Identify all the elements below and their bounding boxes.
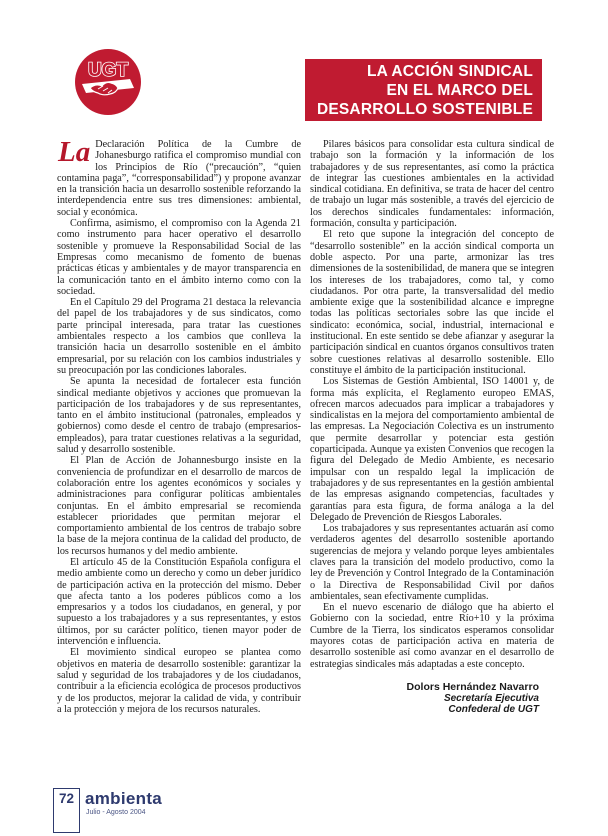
column-left bbox=[57, 136, 301, 715]
article-body bbox=[57, 136, 554, 716]
handshake-icon bbox=[74, 48, 142, 116]
paragraph: Los Sistemas de Gestión Ambiental, ISO 14001 y, de forma más explícita, el Reglamento europeo EMAS, ofrecen marcos adecuados para implicar a trabajadores y sindicalistas en la mejora del comportamiento ambiental de las empresas. La Negociación Colectiva es un instrumento que permite desarrollar y potenciar esta gestión coparticipada. Aunque ya existen Convenios que recogen la figura del Delegado de Medio Ambiente, es necesario impulsar con un respaldo legal la implicación de trabajadores y de sus representantes en la gestión ambiental de las empresas asignando competencias, facultades y garantías para esta figura, de forma análoga a la del Delegado de Prevención de Riesgos Laborales. bbox=[310, 376, 554, 523]
paragraph: Se apunta la necesidad de fortalecer esta función sindical mediante objetivos y acciones que promuevan la participación de los trabajadores y de sus representantes, tanto en el ámbito institucional (patronales, empleados y gobiernos) como desde el centro de trabajo (empresarios-empleados), para tratar cuestiones relativas a la seguridad, salud y desarrollo sostenible. bbox=[57, 376, 301, 456]
title-line-2: EN EL MARCO DEL bbox=[386, 82, 533, 99]
signature-block bbox=[310, 682, 554, 716]
column-right bbox=[310, 139, 554, 715]
paragraph: En el Capítulo 29 del Programa 21 destaca la relevancia del papel de los trabajadores y de sus sindicatos, como parte principal interesada, para tratar las cuestiones ambientales respecto a los cambios que conlleva la transición hacia un desarrollo sostenible en el ámbito empresarial, por su relación con los cambios industriales y su preocupación por las condiciones laborales. bbox=[57, 297, 301, 376]
paragraph: Confirma, asimismo, el compromiso con la Agenda 21 como instrumento para hacer operativo el desarrollo sostenible y promueve la Responsabilidad Social de las Empresas como mecanismo de fomento de buenas prácticas éticas y ambientales y de mayor transparencia en la comunicación tanto en el ámbito interno como con la sociedad. bbox=[57, 218, 301, 297]
ugt-logo bbox=[74, 48, 142, 116]
paragraph: El artículo 45 de la Constitución Española configura el medio ambiente como un derecho y como un deber jurídico de participación activa en la protección del mismo. Deber que afecta tanto a los poderes públicos como a los empresarios y a todos los ciudadanos, en general, y por supuesto a los trabajadores y a sus representantes, y estos últimos, por su carácter político, tienen mayor poder de intervención e influencia. bbox=[57, 556, 301, 648]
magazine-name: ambienta bbox=[85, 789, 163, 808]
paragraph-text: Declaración Política de la Cumbre de Johanesburgo ratifica el compromiso mundial con los Principios de Río (“precaución”, “quien contamina paga”, “corresponsabilidad”) y propone avanzar en la transición hacia un desarrollo sostenible reforzando la interdependencia entre sus tres dimensiones: ambiental, social y económica. bbox=[57, 139, 301, 218]
title-line-1: LA ACCIÓN SINDICAL bbox=[366, 63, 533, 80]
paragraph: El Plan de Acción de Johannesburgo insiste en la conveniencia de profundizar en el desarrollo de marcos de colaboración entre los agentes económicos y sociales y administraciones para configurar políticas ambientales conjuntas. En el ámbito empresarial se recomienda establecer prioridades que permitan mejorar el comportamiento ambiental de los centros de trabajo sobre la base de la mejora continua de la calidad del producto, de los recursos humanos y del medio ambiente. bbox=[57, 455, 301, 557]
author-role-2: Confederal de UGT bbox=[448, 704, 539, 716]
paragraph: El movimiento sindical europeo se plantea como objetivos en materia de desarrollo sostenible: garantizar la salud y seguridad de los trabajadores y de los ciudadanos, contribuir a la eficiencia ecológica de procesos productivos y de los productos, mejorar la calidad de vida, y contribuir a la protección y mejora de los recursos naturales. bbox=[57, 647, 301, 715]
paragraph bbox=[57, 136, 301, 218]
paragraph: El reto que supone la integración del concepto de “desarrollo sostenible” en la acción sindical comporta un doble aspecto. Por una parte, armonizar las tres dimensiones de la sostenibilidad, de manera que se integren los intereses de los trabajadores, como tal, y como ciudadanos. Por otra parte, la transversalidad del medio ambiente exige que la sostenibilidad alcance e impregne todas las políticas sectoriales sobre las que incide el sindicato: económica, social, industrial, internacional e institucional. En este sentido se debe afianzar y asegurar la participación sindical en cuantos órganos consultivos traten sobre cuestiones relativas al desarrollo sostenible. Ello constituye el ámbito de la participación institucional. bbox=[310, 229, 554, 376]
issue-date: Julio - Agosto 2004 bbox=[86, 809, 146, 816]
paragraph: Pilares básicos para consolidar esta cultura sindical de trabajo son la formación y la información de los trabajadores y de sus representantes, así como la práctica de integrar las cuestiones ambientales en la actividad sindical cotidiana. En definitiva, se trata de hacer del centro de trabajo un lugar más sostenible, a través del ejercicio de los derechos sindicales fundamentales: información, formación, consulta y participación. bbox=[310, 139, 554, 230]
author-name: Dolors Hernández Navarro bbox=[406, 680, 539, 693]
title-line-3: DESARROLLO SOSTENIBLE bbox=[316, 101, 533, 118]
article-title-banner bbox=[305, 59, 542, 121]
logo-acronym: UGT bbox=[87, 60, 129, 81]
paragraph: En el nuevo escenario de diálogo que ha abierto el Gobierno con la sociedad, entre Río+10 y la próxima Cumbre de la Tierra, los sindicatos esperamos consolidar mayores cotas de participación activa en materia de desarrollo sostenible así como avanzar en el desarrollo de estrategias sindicales más adaptadas a este concepto. bbox=[310, 602, 554, 670]
paragraph: Los trabajadores y sus representantes actuarán así como verdaderos agentes del desarrollo sostenible aportando sugerencias de mejora y velando porque leyes ambientales claves para la transición del modelo productivo, como la ley de Prevención y Control Integrado de la Contaminación o la Directiva de Responsabilidad Civil por daños ambientales, sean efectivamente cumplidas. bbox=[310, 523, 554, 602]
page-number-box bbox=[53, 788, 80, 833]
dropcap: La bbox=[58, 136, 91, 168]
author-role-1: Secretaría Ejecutiva bbox=[443, 693, 539, 705]
page-number: 72 bbox=[58, 791, 75, 806]
